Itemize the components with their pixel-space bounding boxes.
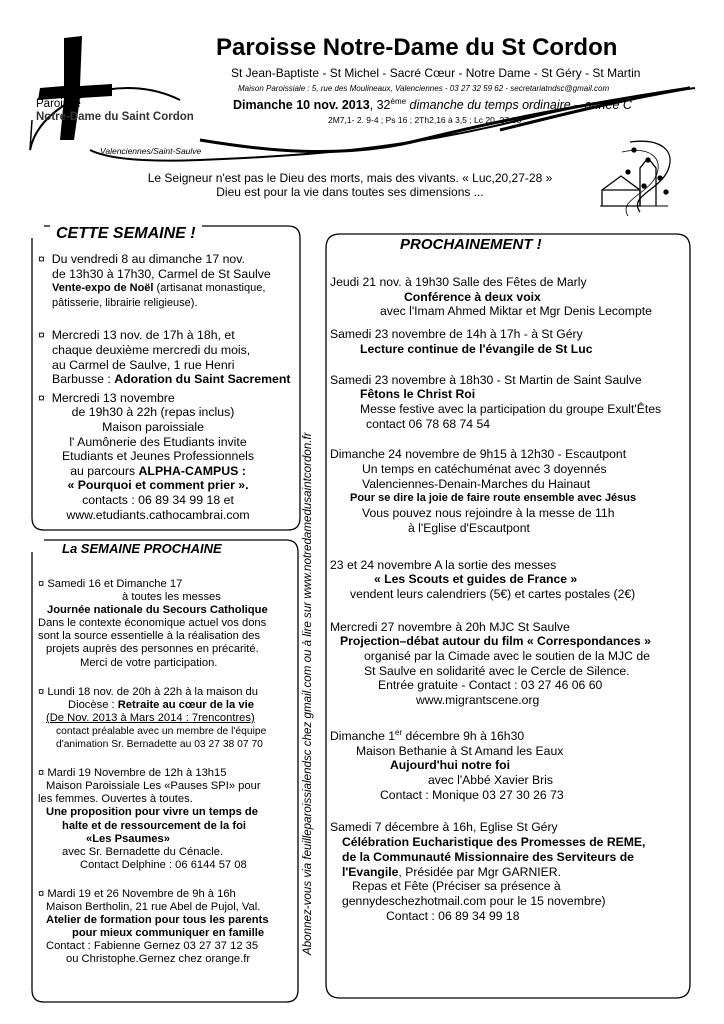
text-line: Merci de votre participation. [80, 656, 218, 669]
text-line: Etudiants et Jeunes Professionnels [61, 449, 255, 464]
text-line: Célébration Eucharistique des Promesses de REME, [342, 835, 646, 850]
text-line: « Pourquoi et comment prier ». [67, 478, 249, 493]
text-line: pour mieux communiquer en famille [72, 927, 265, 940]
text-line: 23 et 24 novembre A la sortie des messes [330, 557, 557, 572]
logo-paroisse: Paroisse [36, 98, 81, 110]
event-item [330, 726, 688, 803]
text-line: Diocèse : [68, 698, 118, 711]
text-line: décembre 9h à 16h30 [402, 728, 525, 743]
bullet: ¤ [38, 887, 45, 900]
text-line: Lecture continue de l'évangile de St Luc [360, 341, 593, 356]
text-line: Fêtons le Christ Roi [360, 387, 476, 402]
parish-address: Maison Paroissiale : 5, rue des Moulineaux, Valenciennes - 03 27 32 59 62 - secretariatndsc@gmail.com [238, 84, 610, 93]
text-line: Lundi 18 nov. de 20h à 22h à la maison du [47, 685, 258, 698]
page-title: Paroisse Notre-Dame du St Cordon [216, 34, 618, 61]
logo-name: Notre-Dame du Saint Cordon [36, 111, 194, 123]
text-line: ALPHA-CAMPUS : [138, 463, 246, 478]
text-line: Pour se dire la joie de faire route ensemble avec Jésus [350, 492, 637, 505]
text-line: Barbusse : [52, 372, 115, 387]
quote-line-2: Dieu est pour la vie dans toutes ses dimensions ... [216, 185, 484, 199]
text-line: Mardi 19 Novembre de 12h à 13h15 [47, 767, 227, 780]
text-line: Vous pouvez nous rejoindre à la messe de 11h [362, 506, 615, 521]
text-line: à l'Eglise d'Escautpont [408, 520, 530, 535]
text-line: Projection–débat autour du film « Correspondances » [340, 634, 651, 649]
event-item [38, 767, 296, 872]
logo-signature: Valenciennes/Saint-Saulve [100, 146, 202, 156]
text-line: à toutes les messes [122, 591, 221, 604]
cette-semaine-heading: CETTE SEMAINE ! [50, 225, 202, 243]
text-line: St Saulve en solidarité avec le Cercle de Silence. [364, 663, 630, 678]
bullet: ¤ [38, 328, 45, 343]
text-line: sont la source essentielle à la réalisation des [38, 630, 261, 643]
text-line: www.etudiants.cathocambrai.com [66, 507, 250, 522]
date-sep: , 32 [369, 98, 391, 113]
text-line: avec l'Abbé Xavier Bris [428, 773, 553, 788]
text-line: Adoration du Saint Sacrement [114, 372, 291, 387]
event-item [330, 558, 688, 602]
event-item [330, 447, 688, 535]
text-line: Mercredi 13 novembre [51, 390, 175, 405]
text-line: organisé par la Cimade avec le soutien de la MJC de [364, 649, 650, 664]
text-line: Contact Delphine : 06 6144 57 08 [80, 858, 247, 871]
text-line: Une proposition pour vivre un temps de [46, 806, 258, 819]
churches-list: St Jean-Baptiste - St Michel - Sacré Cœur - Notre Dame - St Géry - St Martin [231, 66, 641, 80]
event-item [330, 820, 688, 923]
event-item [38, 578, 296, 670]
bullet: ¤ [38, 767, 45, 780]
text-line: Repas et Fête (Préciser sa présence à [352, 879, 561, 894]
event-item [330, 275, 688, 319]
text-line: Messe festive avec la participation du groupe Exult'Êtes [360, 401, 662, 416]
church-music-icon [600, 141, 670, 216]
quote-line-1: Le Seigneur n'est pas le Dieu des morts, mais des vivants. « Luc,20,27-28 » [147, 171, 553, 185]
text-line: Entrée gratuite - Contact : 03 27 46 06 60 [378, 678, 603, 693]
text-line: Mardi 19 et 26 Novembre de 9h à 16h [47, 887, 236, 900]
event-item [38, 252, 298, 310]
cette-semaine-content [38, 252, 298, 522]
text-line: Samedi 23 novembre à 18h30 - St Martin de Saint Saulve [330, 372, 642, 387]
text-line: Conférence à deux voix [404, 289, 541, 304]
bullet: ¤ [38, 390, 45, 405]
text-line: avec Sr. Bernadette du Cénacle. [62, 845, 224, 858]
event-item [330, 373, 688, 432]
text-line: contacts : 06 89 34 99 18 et [82, 492, 234, 507]
text-line: Contact : Fabienne Gernez 03 27 37 12 35 [46, 940, 259, 953]
text-line: Valenciennes-Denain-Marches du Hainaut [362, 476, 591, 491]
prochainement-heading: PROCHAINEMENT ! [392, 236, 550, 253]
text-line: halte et de ressourcement de la foi [62, 819, 247, 832]
text-line: Du vendredi 8 au dimanche 17 nov. [51, 252, 245, 266]
text-line: ou Christophe.Gernez chez orange.fr [66, 953, 251, 966]
text-line: d'animation Sr. Bernadette au 03 27 38 07 70 [56, 739, 263, 751]
text-line: Samedi 16 et Dimanche 17 [47, 578, 183, 590]
text-line: avec l'Imam Ahmed Miktar et Mgr Denis Lecompte [380, 304, 652, 319]
date-sup: ème [390, 97, 407, 106]
semaine-prochaine-heading: La SEMAINE PROCHAINE [56, 541, 228, 556]
text-line: Contact : Monique 03 27 30 26 73 [380, 787, 564, 802]
text-line: Atelier de formation pour tous les parents [46, 914, 269, 927]
sunday-date [233, 97, 632, 112]
text-line: les femmes. Ouvertes à toutes. [38, 793, 193, 806]
text-line: (artisanat monastique, [153, 282, 266, 295]
text-line: Vente-expo de Noël [52, 282, 154, 295]
prochainement-content [330, 275, 688, 923]
text-line: de 19h30 à 22h (repas inclus) [71, 405, 235, 420]
text-line: er [395, 727, 403, 737]
text-line: de 13h30 à 17h30, Carmel de St Saulve [52, 266, 271, 281]
text-line: Maison Paroissiale Les «Pauses SPI» pour [46, 780, 261, 793]
text-line: Retraite au cœur de la vie [117, 698, 254, 711]
event-item [38, 686, 296, 751]
text-line: Maison Bertholin, 21 rue Abel de Pujol, Val. [46, 900, 261, 913]
text-line: chaque deuxième mercredi du mois, [52, 342, 251, 357]
date-main: Dimanche 10 nov. 2013 [233, 98, 370, 113]
text-line: (De Nov. 2013 à Mars 2014 : 7rencontres) [46, 711, 255, 724]
text-line: , Présidée par Mgr GARNIER. [398, 864, 561, 879]
text-line: l'Evangile [342, 864, 399, 879]
event-item [330, 620, 688, 708]
text-line: Maison paroissiale [102, 419, 204, 434]
bullet: ¤ [38, 578, 45, 590]
text-line: Mercredi 13 nov. de 17h à 18h, et [51, 328, 235, 343]
text-line: Jeudi 21 nov. à 19h30 Salle des Fêtes de Marly [330, 275, 587, 289]
text-line: de la Communauté Missionnaire des Serviteurs de [342, 849, 634, 864]
event-item [38, 391, 298, 522]
readings: 2M7,1- 2. 9-4 ; Ps 16 ; 2Th2,16 à 3,5 ; Lc 20, 27-38 [328, 115, 522, 125]
semaine-prochaine-content [38, 578, 296, 966]
subscribe-vertical-text: Abonnez-vous via feuilleparoissialendsc chez gmail.com ou à lire sur www.notredamedusaintcordon.fr [301, 432, 314, 955]
text-line: « Les Scouts et guides de France » [374, 572, 578, 587]
text-line: contact préalable avec un membre de l'équipe [56, 725, 267, 737]
text-line: Aujourd'hui notre foi [390, 758, 511, 773]
text-line: Dans le contexte économique actuel vos dons [38, 617, 267, 630]
text-line: Dimanche 24 novembre de 9h15 à 12h30 - Escautpont [330, 447, 627, 462]
text-line: au Carmel de Saulve, 1 rue Henri [52, 357, 235, 372]
text-line: Journée nationale du Secours Catholique [47, 604, 268, 617]
text-line: contact 06 78 68 74 54 [366, 416, 491, 431]
text-line: l' Aumônerie des Etudiants invite [69, 434, 247, 449]
text-line: vendent leurs calendriers (5€) et cartes postales (2€) [350, 586, 636, 601]
text-line: www.migrantscene.org [416, 693, 540, 708]
text-line: Samedi 7 décembre à 16h, Eglise St Géry [330, 820, 558, 835]
text-line: «Les Psaumes» [86, 832, 170, 845]
text-line: Samedi 23 novembre de 14h à 17h - à St Géry [330, 327, 583, 342]
text-line: Un temps en catéchuménat avec 3 doyennés [362, 462, 607, 477]
date-rest: dimanche du temps ordinaire – année C [406, 98, 632, 113]
text-line: Contact : 06 89 34 99 18 [386, 908, 520, 923]
text-line: gennydeschezhotmail.com pour le 15 novembre) [342, 893, 606, 908]
cross-icon [38, 36, 112, 140]
text-line: au parcours [70, 463, 139, 478]
event-item [330, 327, 688, 356]
text-line: Mercredi 27 novembre à 20h MJC St Saulve [330, 619, 570, 634]
event-item [38, 888, 296, 967]
text-line: pâtisserie, librairie religieuse). [52, 296, 198, 309]
text-line: Dimanche 1 [330, 728, 396, 743]
event-item [38, 328, 298, 386]
text-line: projets auprès des personnes en précarité. [46, 643, 259, 656]
bullet: ¤ [38, 685, 45, 698]
bullet: ¤ [38, 252, 45, 266]
text-line: Maison Bethanie à St Amand les Eaux [356, 743, 564, 758]
